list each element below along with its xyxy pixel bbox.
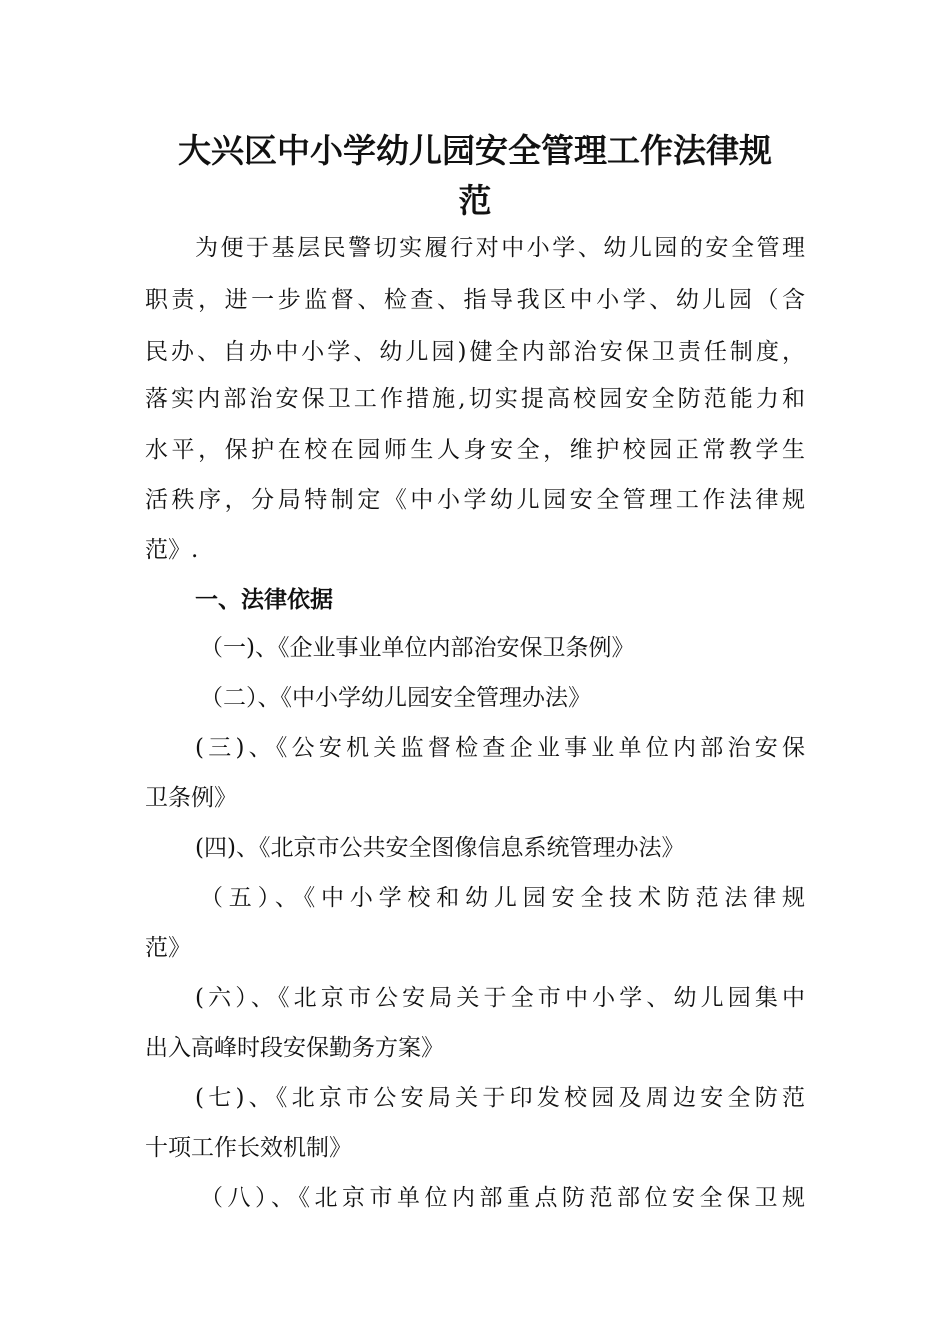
legal-basis-item: (三)、《公安机关监督检查企业事业单位内部治安保 [195, 735, 805, 761]
intro-line: 范》. [145, 537, 199, 563]
section-heading: 一、法律依据 [195, 587, 333, 613]
intro-line: 为便于基层民警切实履行对中小学、幼儿园的安全管理 [195, 235, 805, 261]
document-title-line-2: 范 [458, 181, 492, 220]
legal-basis-item: （五）、《中小学校和幼儿园安全技术防范法律规 [200, 885, 805, 911]
legal-basis-item: （二）、《中小学幼儿园安全管理办法》 [200, 685, 591, 711]
legal-basis-item-continued: 范》 [145, 935, 191, 961]
intro-line: 落实内部治安保卫工作措施,切实提高校园安全防范能力和 [145, 386, 805, 412]
legal-basis-item-continued: 卫条例》 [145, 785, 237, 811]
intro-line: 职责，进一步监督、检查、指导我区中小学、幼儿园（含 [145, 287, 805, 313]
legal-basis-item: （八）、《北京市单位内部重点防范部位安全保卫规 [200, 1185, 805, 1211]
legal-basis-item: (四)、《北京市公共安全图像信息系统管理办法》 [195, 835, 685, 861]
intro-line: 活秩序，分局特制定《中小学幼儿园安全管理工作法律规 [145, 487, 805, 513]
intro-line: 水平，保护在校在园师生人身安全，维护校园正常教学生 [145, 437, 805, 463]
legal-basis-item-continued: 出入高峰时段安保勤务方案》 [145, 1035, 444, 1061]
legal-basis-item: (七)、《北京市公安局关于印发校园及周边安全防范 [195, 1085, 805, 1111]
intro-line: 民办、自办中小学、幼儿园)健全内部治安保卫责任制度， [145, 339, 805, 365]
legal-basis-item: (六）、《北京市公安局关于全市中小学、幼儿园集中 [195, 985, 805, 1011]
document-title-line-1: 大兴区中小学幼儿园安全管理工作法律规 [178, 131, 772, 170]
legal-basis-item-continued: 十项工作长效机制》 [145, 1135, 352, 1161]
legal-basis-item: （一)、《企业事业单位内部治安保卫条例》 [200, 635, 635, 661]
